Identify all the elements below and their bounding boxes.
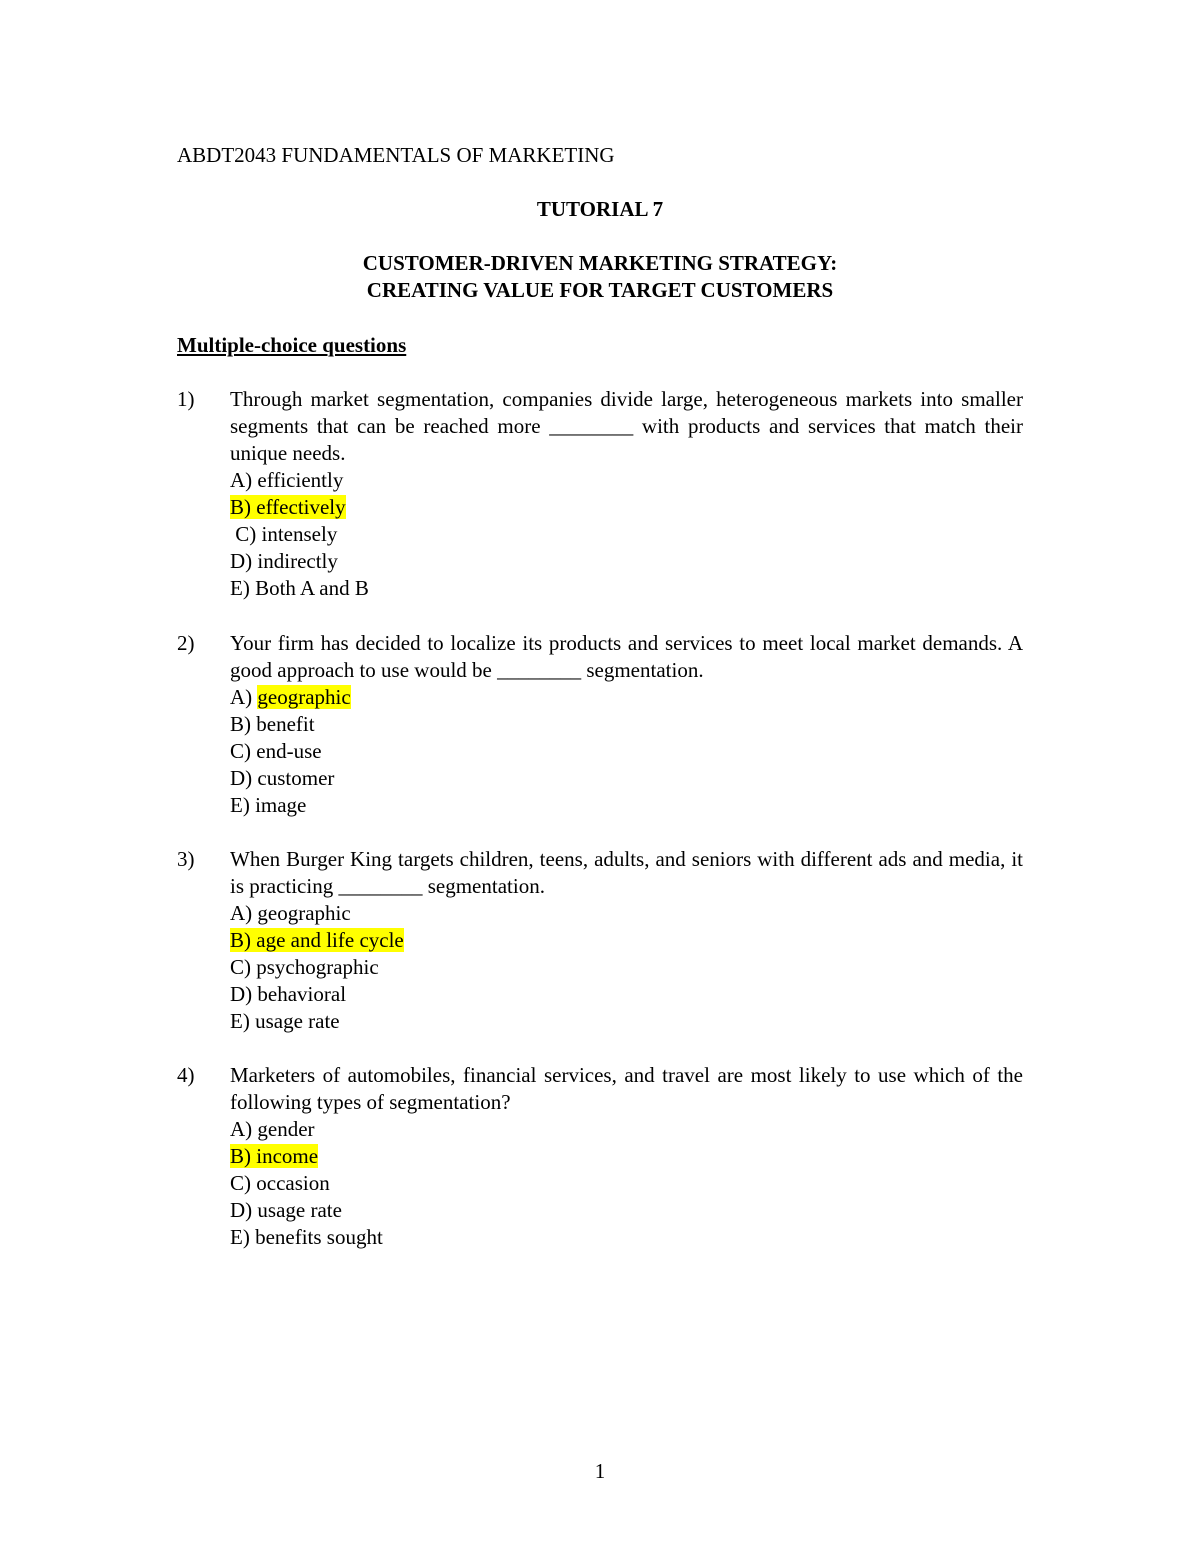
option-e: E) benefits sought — [230, 1225, 383, 1249]
option-c: C) occasion — [230, 1171, 330, 1195]
chapter-title-line-2: CREATING VALUE FOR TARGET CUSTOMERS — [366, 278, 834, 302]
question-stem: When Burger King targets children, teens, adults, and seniors with different ads and media, it is practicing ________ segmentation. — [230, 847, 1023, 898]
option-b-answer — [230, 494, 1023, 521]
question-body — [230, 1062, 1023, 1251]
question-number: 1) — [177, 387, 195, 411]
question-number: 4) — [177, 1063, 195, 1087]
option-a-answer — [230, 684, 1023, 711]
question-body — [230, 846, 1023, 1035]
option-d: D) customer — [230, 766, 335, 790]
question-3 — [177, 846, 1023, 1035]
section-title: Multiple-choice questions — [177, 333, 407, 357]
option-e: E) usage rate — [230, 1009, 340, 1033]
question-number: 3) — [177, 847, 195, 871]
question-stem: Through market segmentation, companies divide large, heterogeneous markets into smaller segments that can be reached more ________ with products and services that match their unique needs. — [230, 387, 1023, 465]
option-a: A) geographic — [230, 901, 351, 925]
page-number: 1 — [594, 1459, 606, 1483]
option-e: E) image — [230, 793, 307, 817]
chapter-title-line-1: CUSTOMER-DRIVEN MARKETING STRATEGY: — [362, 251, 838, 275]
course-code-heading: ABDT2043 FUNDAMENTALS OF MARKETING — [177, 143, 615, 167]
question-body — [230, 630, 1023, 819]
question-number: 2) — [177, 631, 195, 655]
tutorial-title: TUTORIAL 7 — [536, 197, 664, 221]
option-d: D) usage rate — [230, 1198, 342, 1222]
option-c: C) psychographic — [230, 955, 379, 979]
answer-highlight: B) age and life cycle — [230, 928, 404, 952]
option-e: E) Both A and B — [230, 576, 369, 600]
question-stem: Your firm has decided to localize its products and services to meet local market demands. A good approach to use would be ________ segmentation. — [230, 631, 1023, 682]
option-b-answer — [230, 1143, 1023, 1170]
question-1 — [177, 386, 1023, 602]
question-stem: Marketers of automobiles, financial services, and travel are most likely to use which of the following types of segmentation? — [230, 1063, 1023, 1114]
answer-highlight: geographic — [257, 685, 351, 709]
option-b-answer — [230, 927, 1023, 954]
question-2 — [177, 630, 1023, 819]
option-d: D) indirectly — [230, 549, 338, 573]
answer-highlight: B) income — [230, 1144, 319, 1168]
answer-highlight: B) effectively — [230, 495, 346, 519]
option-b: B) benefit — [230, 712, 315, 736]
option-a: A) efficiently — [230, 468, 344, 492]
question-body — [230, 386, 1023, 602]
chapter-title — [0, 250, 1200, 304]
option-d: D) behavioral — [230, 982, 347, 1006]
option-c: C) end-use — [230, 739, 322, 763]
option-a: A) gender — [230, 1117, 315, 1141]
option-a-prefix: A) — [230, 685, 258, 709]
option-c: C) intensely — [230, 522, 338, 546]
question-4 — [177, 1062, 1023, 1251]
